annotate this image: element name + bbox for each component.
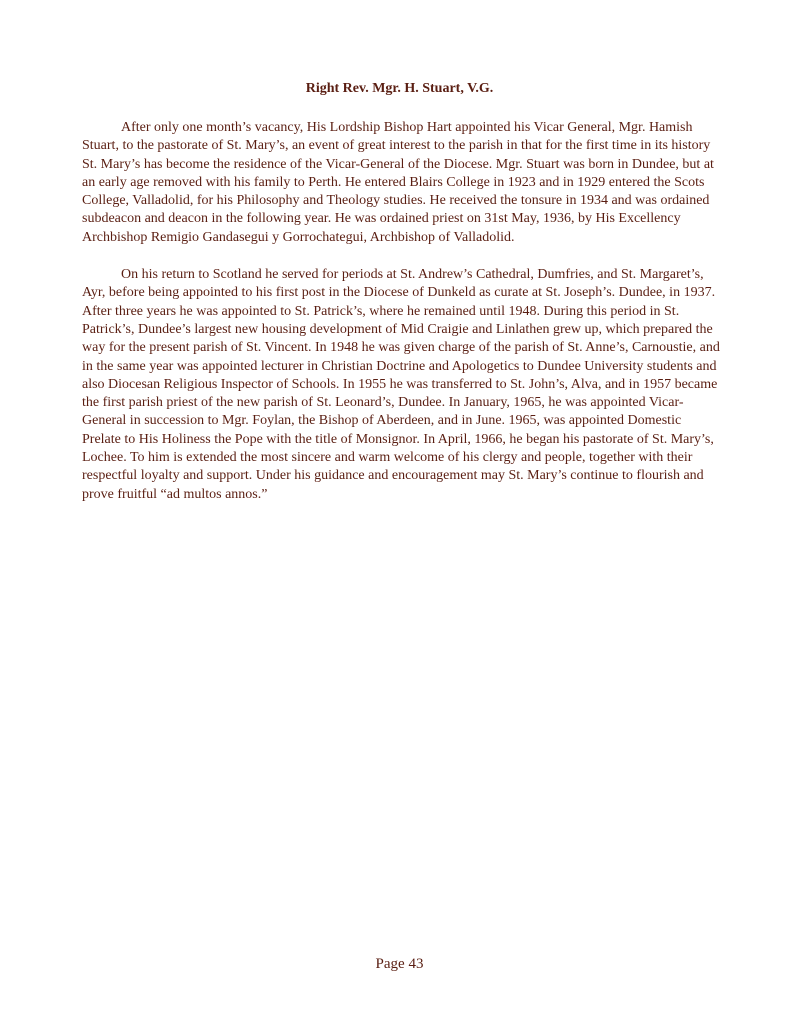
page-title: Right Rev. Mgr. H. Stuart, V.G. — [305, 81, 494, 96]
paragraph-1: After only one month’s vacancy, His Lordship Bishop Hart appointed his Vicar General, Mgr. Hamish Stuart, to the pastorate of St. Mary’s, an event of great interest to the parish in that for the first time in its history St. Mary’s has become the residence of the Vicar-General of the Diocese. Mgr. Stuart was born in Dundee, but at an early age removed with his family to Perth. He entered Blairs College in 1923 and in 1929 entered the Scots College, Valladolid, for his Philosophy and Theology studies. He received the tonsure in 1934 and was ordained subdeacon and deacon in the following year. He was ordained priest on 31st May, 1936, by His Excellency Archbishop Remigio Gandasegui y Gorrochategui, Archbishop of Valladolid. — [82, 120, 714, 245]
page-number: Page 43 — [375, 956, 424, 972]
paragraph-2: On his return to Scotland he served for periods at St. Andrew’s Cathedral, Dumfries, and St. Margaret’s, Ayr, before being appointed to his first post in the Diocese of Dunkeld as curate at St. Joseph’s. Dundee, in 1937. After three years he was appointed to St. Patrick’s, where he remained until 1948. During this period in St. Patrick’s, Dundee’s largest new housing development of Mid Craigie and Linlathen grew up, which prepared the way for the present parish of St. Vincent. In 1948 he was given charge of the parish of St. Anne’s, Carnoustie, and in the same year was appointed lecturer in Christian Doctrine and Apologetics to Dundee University students and also Diocesan Religious Inspector of Schools. In 1955 he was transferred to St. John’s, Alva, and in 1957 became the first parish priest of the new parish of St. Leonard’s, Dundee. In January, 1965, he was appointed Vicar-General in succession to Mgr. Foylan, the Bishop of Aberdeen, and in June. 1965, was appointed Domestic Prelate to His Holiness the Pope with the title of Monsignor. In April, 1966, he began his pastorate of St. Mary’s, Lochee. To him is extended the most sincere and warm welcome of his clergy and people, together with their respectful loyalty and support. Under his guidance and encouragement may St. Mary’s continue to flourish and prove fruitful “ad multos annos.” — [82, 267, 720, 502]
article-body — [82, 119, 722, 523]
